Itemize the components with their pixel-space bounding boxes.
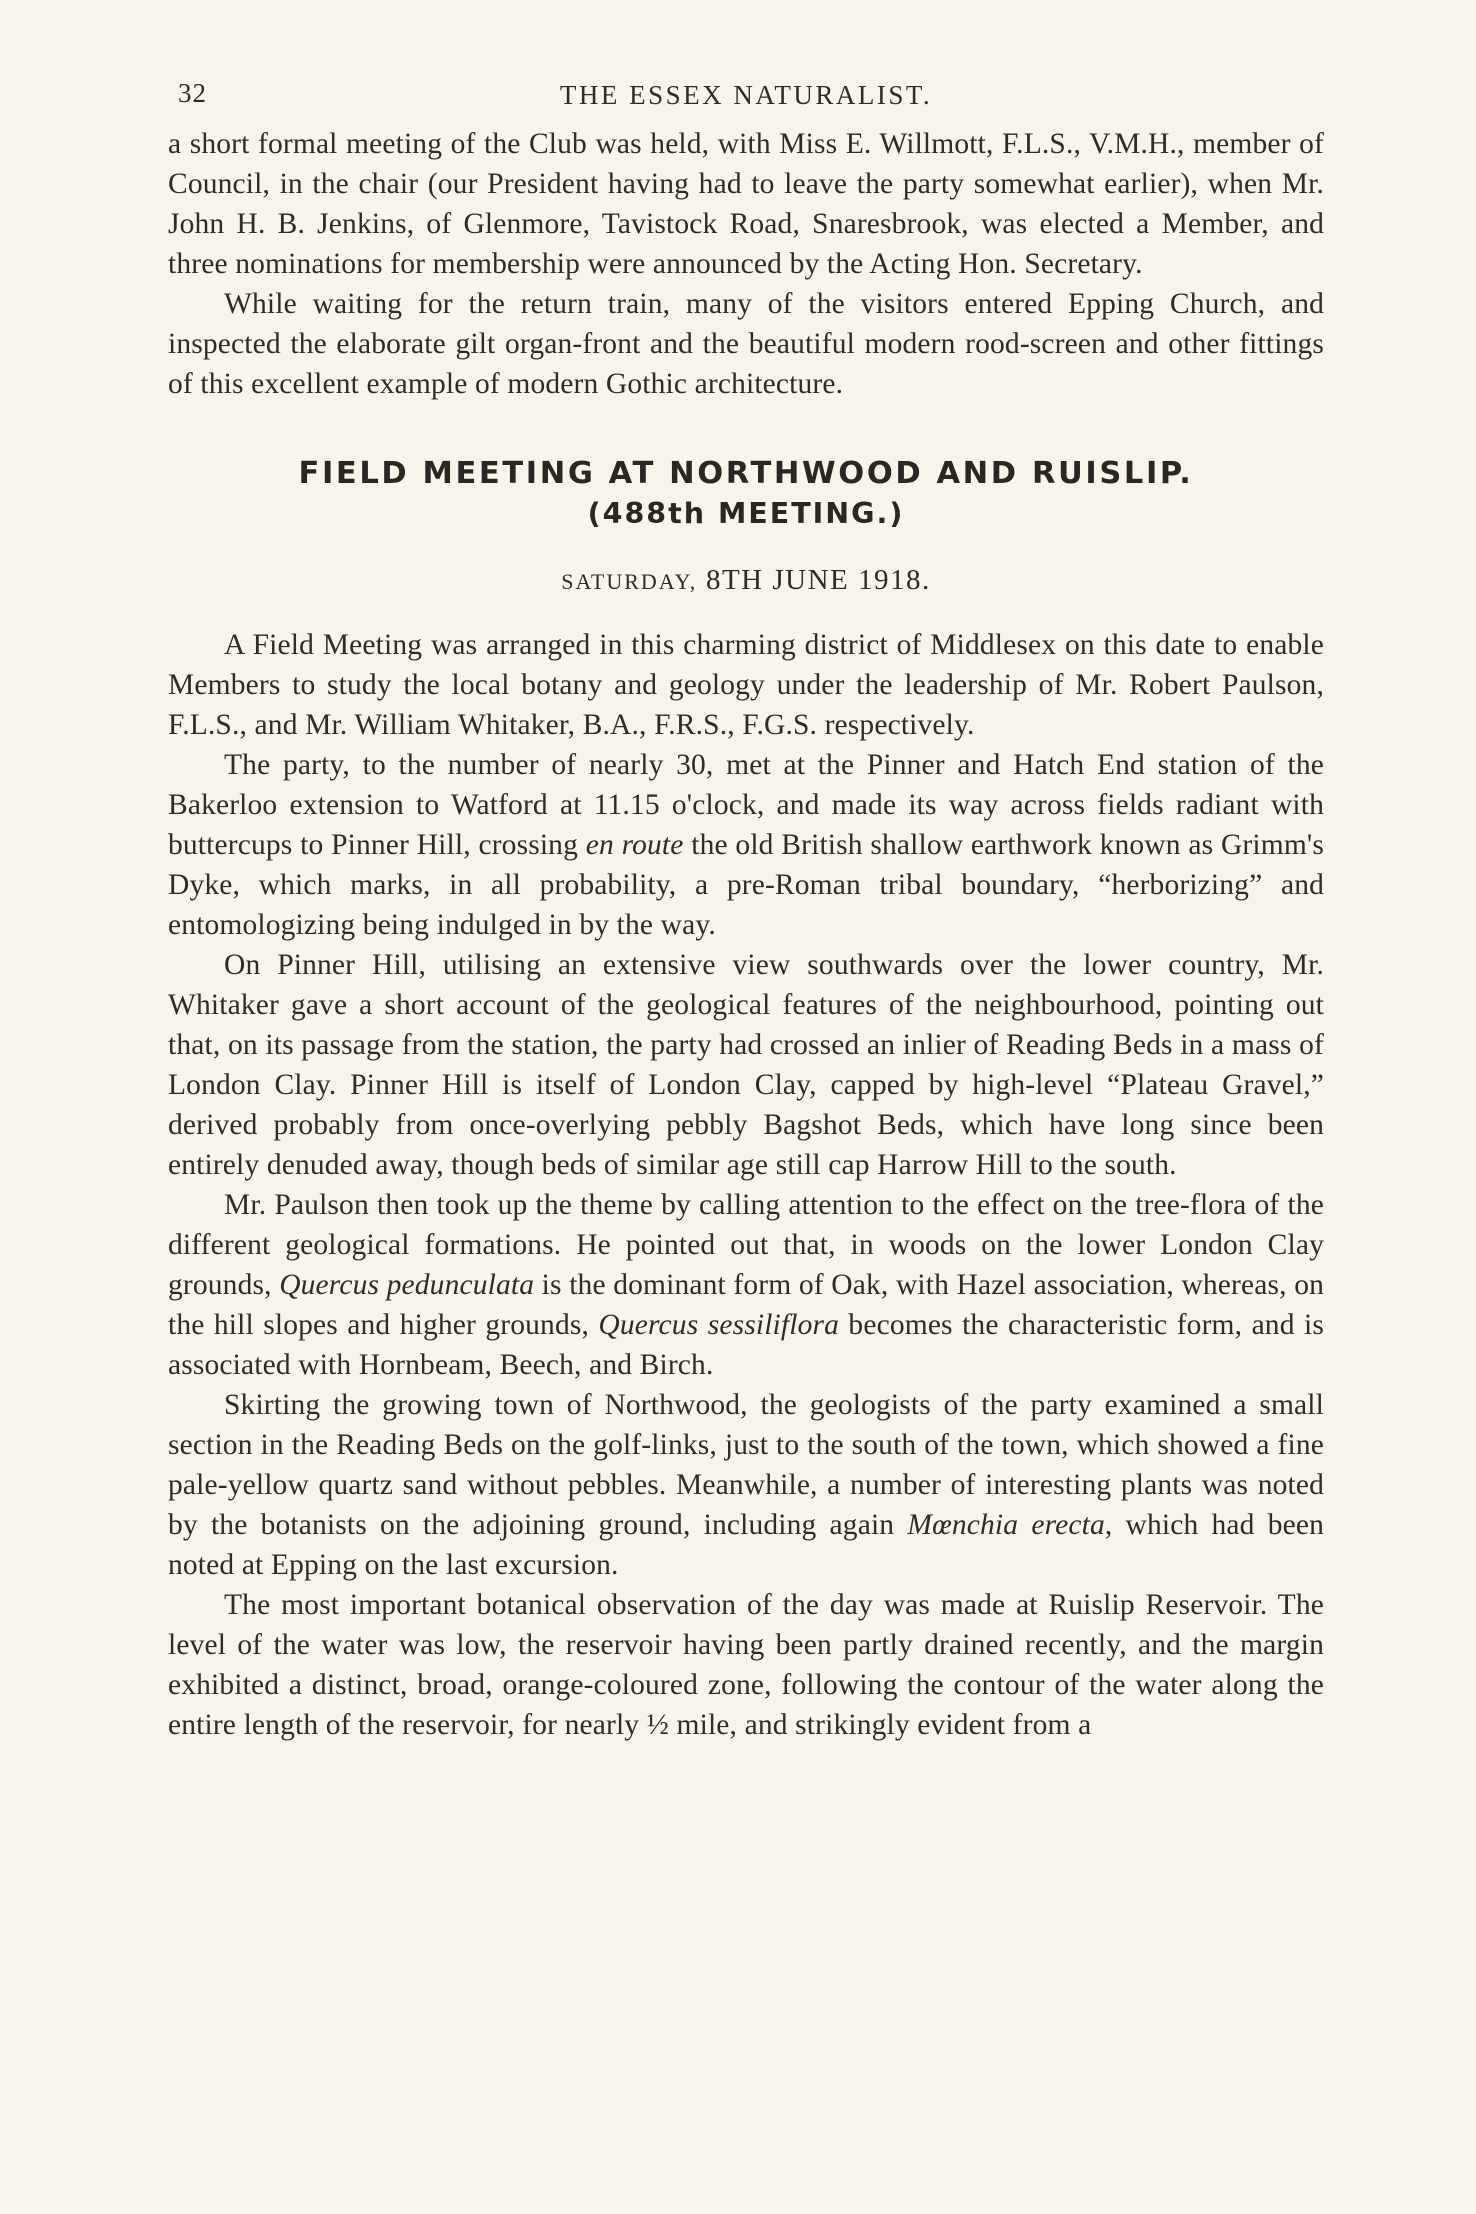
text-run: The party, to the number of nearly 30, met at the Pinner and Hatch End station of the Bakerloo extension to Watford at 11.15 o'clock, and made its way across fields radiant with buttercups to Pinner Hill, crossing bbox=[168, 749, 1324, 861]
meeting-date bbox=[168, 564, 1324, 597]
paragraph-northwood bbox=[168, 1385, 1324, 1585]
running-head bbox=[168, 72, 1324, 122]
paragraph-epping-church: While waiting for the return train, many of the visitors entered Epping Church, and inspected the elaborate gilt organ-front and the beautiful modern rood-screen and other fittings of this excellent example of modern Gothic architecture. bbox=[168, 288, 1324, 400]
text-run: becomes the characteristic form, and is associated with Hornbeam, Beech, and Birch. bbox=[168, 1309, 1324, 1381]
species-name: Quercus pedunculata bbox=[279, 1269, 535, 1301]
running-title: THE ESSEX NATURALIST. bbox=[559, 80, 933, 110]
meeting-number: (488th MEETING.) bbox=[587, 497, 905, 530]
text-run: Mr. Paulson then took up the theme by calling attention to the effect on the tree-flora of the different geological formations. He pointed out that, in woods on the lower London Clay grounds, bbox=[168, 1189, 1324, 1301]
section-heading: FIELD MEETING AT NORTHWOOD AND RUISLIP. bbox=[298, 456, 1194, 491]
species-name: Mœnchia erecta bbox=[907, 1509, 1105, 1541]
text-run: Skirting the growing town of Northwood, the geologists of the party examined a small section in the Reading Beds on the golf-links, just to the south of the town, which showed a fine pale-yellow quartz sand without pebbles. Meanwhile, a number of interesting plants was noted by the botanists on the adjoining ground, including again bbox=[168, 1389, 1324, 1541]
species-name: Quercus sessiliflora bbox=[598, 1309, 840, 1341]
text-run: is the dominant form of Oak, with Hazel association, whereas, on the hill slopes and higher grounds, bbox=[168, 1269, 1325, 1341]
paragraph-continuation: a short formal meeting of the Club was held, with Miss E. Willmott, F.L.S., V.M.H., member of Council, in the chair (our President having had to leave the party somewhat earlier), when Mr. John H. B. Jenkins, of Glenmore, Tavistock Road, Snaresbrook, was elected a Member, and three nominations for membership were announced by the Acting Hon. Secretary. bbox=[168, 128, 1324, 280]
meeting-date-day: SATURDAY, bbox=[561, 569, 698, 594]
italic-phrase: en route bbox=[585, 829, 684, 861]
paragraph-party-route bbox=[168, 745, 1324, 945]
meeting-date-rest: 8TH JUNE 1918. bbox=[705, 564, 931, 596]
page-number: 32 bbox=[178, 78, 207, 108]
text-run: , which had been noted at Epping on the last excursion. bbox=[168, 1509, 1324, 1581]
paragraph-tree-flora bbox=[168, 1185, 1324, 1385]
paragraph-intro: A Field Meeting was arranged in this charming district of Middlesex on this date to enable Members to study the local botany and geology under the leadership of Mr. Robert Paulson, F.L.S., and Mr. William Whitaker, B.A., F.R.S., F.G.S. respectively. bbox=[168, 629, 1324, 741]
text-run: the old British shallow earthwork known as Grimm's Dyke, which marks, in all probability, a pre-Roman tribal boundary, “herborizing” and entomologizing being indulged in by the way. bbox=[168, 829, 1325, 941]
paragraph-pinner-hill: On Pinner Hill, utilising an extensive view southwards over the lower country, Mr. Whitaker gave a short account of the geological features of the neighbourhood, pointing out that, on its passage from the station, the party had crossed an inlier of Reading Beds in a mass of London Clay. Pinner Hill is itself of London Clay, capped by high-level “Plateau Gravel,” derived probably from once-overlying pebbly Bagshot Beds, which have long since been entirely denuded away, though beds of similar age still cap Harrow Hill to the south. bbox=[168, 949, 1324, 1181]
paragraph-ruislip-reservoir: The most important botanical observation of the day was made at Ruislip Reservoir. The level of the water was low, the reservoir having been partly drained recently, and the margin exhibited a distinct, broad, orange-coloured zone, following the contour of the water along the entire length of the reservoir, for nearly ½ mile, and strikingly evident from a bbox=[168, 1589, 1324, 1741]
